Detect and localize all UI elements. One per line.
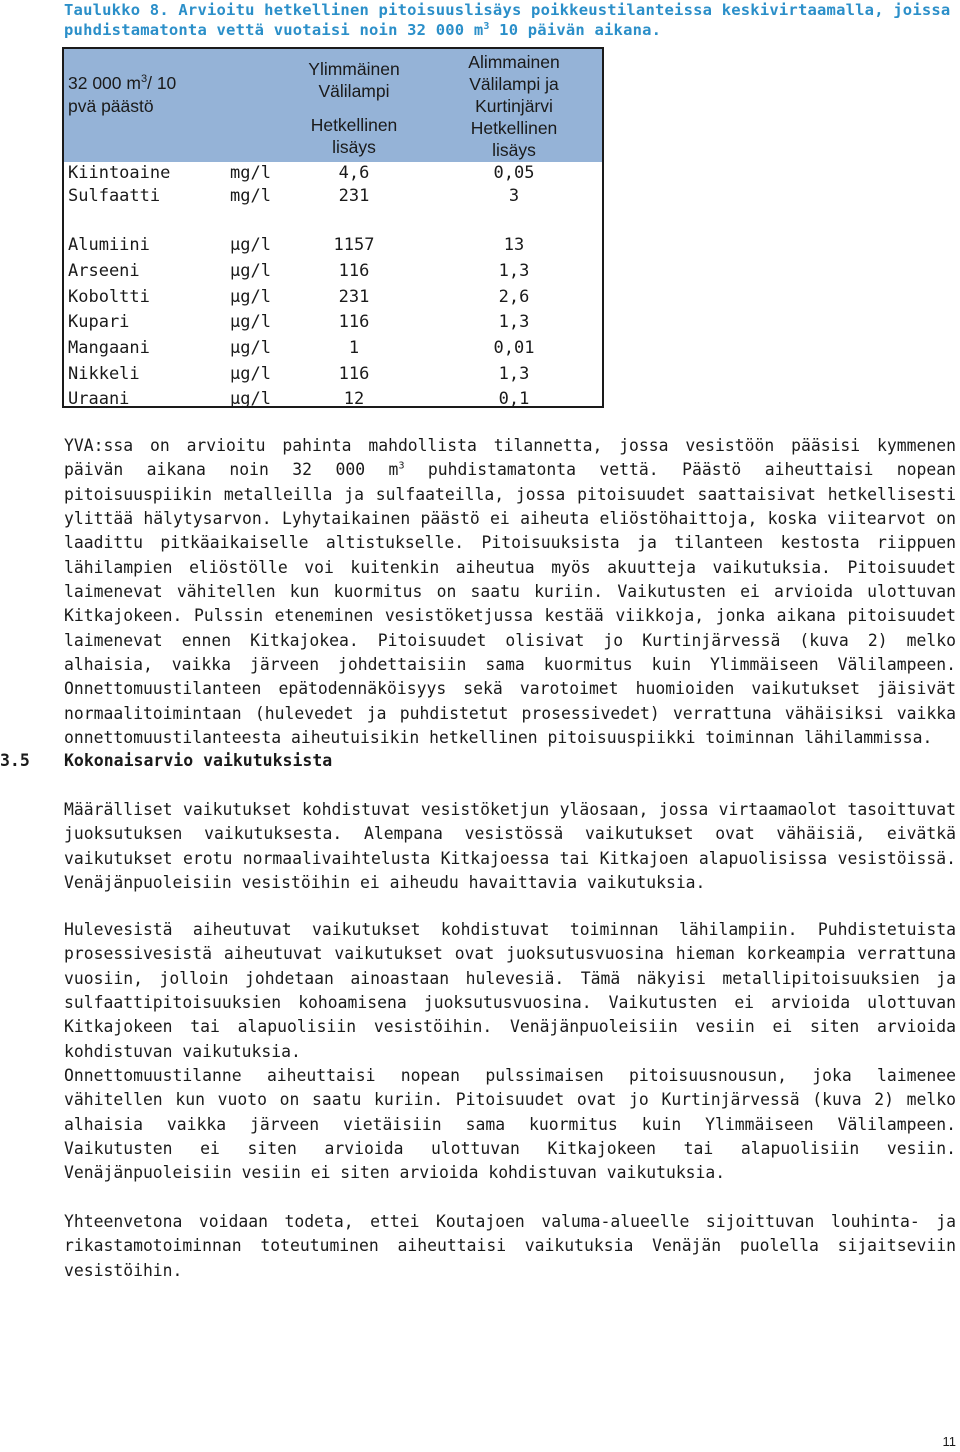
row-value-ylimmainen: 1	[348, 338, 360, 358]
row-unit: µg/l	[230, 389, 271, 409]
row-value-ylimmainen: 231	[338, 186, 370, 206]
row-substance: Kupari	[68, 312, 130, 332]
row-substance: Mangaani	[68, 338, 150, 358]
header-col-ylimmainen: Ylimmäinen Välilampi Hetkellinen lisäys	[308, 59, 400, 157]
paragraph-stormwater-effects: Hulevesistä aiheutuvat vaikutukset kohdistuvat toiminnan lähilampiin. Puhdistetuista prosessivesistä aiheutuvat vaikutukset ovat juoksutusvuosina hieman korkeampia verrattuna vuosiin, jolloin johdetaan ainoastaan hulevesiä. Tämä näkyisi metallipitoisuuksien ja sulfaattipitoisuuksien kohoamisena juoksutusvuosina. Vaikutusten ei arvioida ulottuvan Kitkajokeen tai alapuolisiin vesistöihin. Venäjänpuoleisiin vesiin ei siten arvioida kohdistuvan vaikutuksia.	[64, 920, 956, 1061]
row-unit: µg/l	[230, 287, 271, 307]
row-value-alimmainen: 0,1	[498, 389, 530, 409]
concentration-table	[62, 47, 604, 408]
row-unit: µg/l	[230, 364, 271, 384]
row-value-ylimmainen: 116	[338, 261, 370, 281]
row-value-alimmainen: 13	[503, 235, 525, 255]
row-substance: Alumiini	[68, 235, 150, 255]
row-unit: µg/l	[230, 312, 271, 332]
row-substance: Nikkeli	[68, 364, 140, 384]
table-caption: Taulukko 8. Arvioitu hetkellinen pitoisuuslisäys poikkeustilanteissa keskivirtaamalla, joissa puhdistamatonta vettä vuotaisi noin 32 000 $m^3$ 10 päivän aikana.	[64, 1, 951, 39]
row-value-ylimmainen: 231	[338, 287, 370, 307]
paragraph-accident-effects: Onnettomuustilanne aiheuttaisi nopean pulssimaisen pitoisuusnousun, joka laimenee vähitellen kun vuoto on saatu kuriin. Pitoisuudet ovat jo Kurtinjärvessä (kuva 2) melko alhaisia vaikka järveen vietäisiin sama kuormitus kuin Ylimmäiseen Välilampeen. Vaikutusten ei siten arvioida ulottuvan Kitkajokeen tai alapuolisiin vesiin. Venäjänpuoleisiin vesiin ei siten arvioida kohdistuvan vaikutuksia.	[64, 1066, 956, 1183]
paragraph-quantitative-effects: Määrälliset vaikutukset kohdistuvat vesistöketjun yläosaan, jossa virtaamaolot tasoittuvat juoksutuksen vaikutuksesta. Alempana vesistössä vaikutukset ovat vähäisiä, eivätkä vaikutukset erotu normaalivaihtelusta Kitkajoessa tai Kitkajoen alapuolisissa vesistöissä. Venäjänpuoleisiin vesistöihin ei aiheudu havaittavia vaikutuksia.	[64, 800, 956, 893]
row-substance: Kiintoaine	[68, 163, 171, 183]
row-value-ylimmainen: 12	[343, 389, 365, 409]
row-value-alimmainen: 1,3	[498, 364, 530, 384]
row-value-alimmainen: 3	[508, 186, 520, 206]
row-substance: Arseeni	[68, 261, 140, 281]
row-value-alimmainen: 1,3	[498, 261, 530, 281]
row-value-ylimmainen: 4,6	[338, 163, 370, 183]
row-value-alimmainen: 0,05	[493, 163, 535, 183]
header-corner-label: 32 000 $m^3/$ 10 pvä päästö	[68, 73, 177, 116]
row-value-alimmainen: 0,01	[493, 338, 535, 358]
row-unit: mg/l	[230, 186, 271, 206]
row-substance: Koboltti	[68, 287, 150, 307]
section-number: 3.5	[0, 751, 30, 770]
section-title: Kokonaisarvio vaikutuksista	[64, 751, 333, 770]
paragraph-worst-case: YVA:ssa on arvioitu pahinta mahdollista tilannetta, jossa vesistöön pääsisi kymmenen päivän aikana noin 32 000 $m^3$ puhdistamatonta vettä. Päästö aiheuttaisi nopean pitoisuuspiikin metalleilla ja sulfaateilla, jossa pitoisuudet saattaisivat hetkellisesti ylittää hälytysarvon. Lyhytaikainen päästö ei aiheuta eliöstöhaittoja, koska viitearvot on laadittu pitkäaikaiselle altistukselle. Pitoisuuksista ja tilanteen kestosta riippuen lähilampien eliöstölle voi kuitenkin aiheutua myös akuutteja vaikutuksia. Pitoisuudet laimenevat vähitellen kun kuormitus on saatu kuriin. Vaikutusten ei arvioida ulottuvan Kitkajokeen. Pulssin eteneminen vesistöketjussa kestää viikkoja, jonka aikana pitoisuudet laimenevat ennen Kitkajokea. Pitoisuudet olisivat jo Kurtinjärvessä (kuva 2) melko alhaisia, vaikka järveen johdettaisiin sama kuormitus kuin Ylimmäiseen Välilampeen. Onnettomuustilanteen epätodennäköisyys sekä varotoimet huomioiden vaikutukset jäisivät normaalitoimintaan (hulevedet ja puhdistetut prosessivedet) verrattuna vähäisiksi vaikka onnettomuustilanteesta aiheutuisikin hetkellinen pitoisuuspiikki toiminnan lähilammissa.	[64, 436, 956, 748]
row-substance: Sulfaatti	[68, 186, 161, 206]
row-value-ylimmainen: 116	[338, 364, 370, 384]
row-value-ylimmainen: 1157	[333, 235, 375, 255]
row-unit: µg/l	[230, 261, 271, 281]
row-unit: mg/l	[230, 163, 271, 183]
row-unit: µg/l	[230, 338, 271, 358]
row-value-alimmainen: 1,3	[498, 312, 530, 332]
page-number: 11	[942, 1434, 956, 1449]
paragraph-summary: Yhteenvetona voidaan todeta, ettei Koutajoen valuma-alueelle sijoittuvan louhinta- ja rikastamotoiminnan toteutuminen aiheuttaisi vaikutuksia Venäjän puolella sijaitseviin vesistöihin.	[64, 1212, 956, 1280]
header-col-alimmainen: Alimmainen Välilampi ja Kurtinjärvi Hetkellinen lisäys	[468, 52, 560, 160]
row-value-alimmainen: 2,6	[498, 287, 530, 307]
row-substance: Uraani	[68, 389, 130, 409]
row-unit: µg/l	[230, 235, 271, 255]
row-value-ylimmainen: 116	[338, 312, 370, 332]
